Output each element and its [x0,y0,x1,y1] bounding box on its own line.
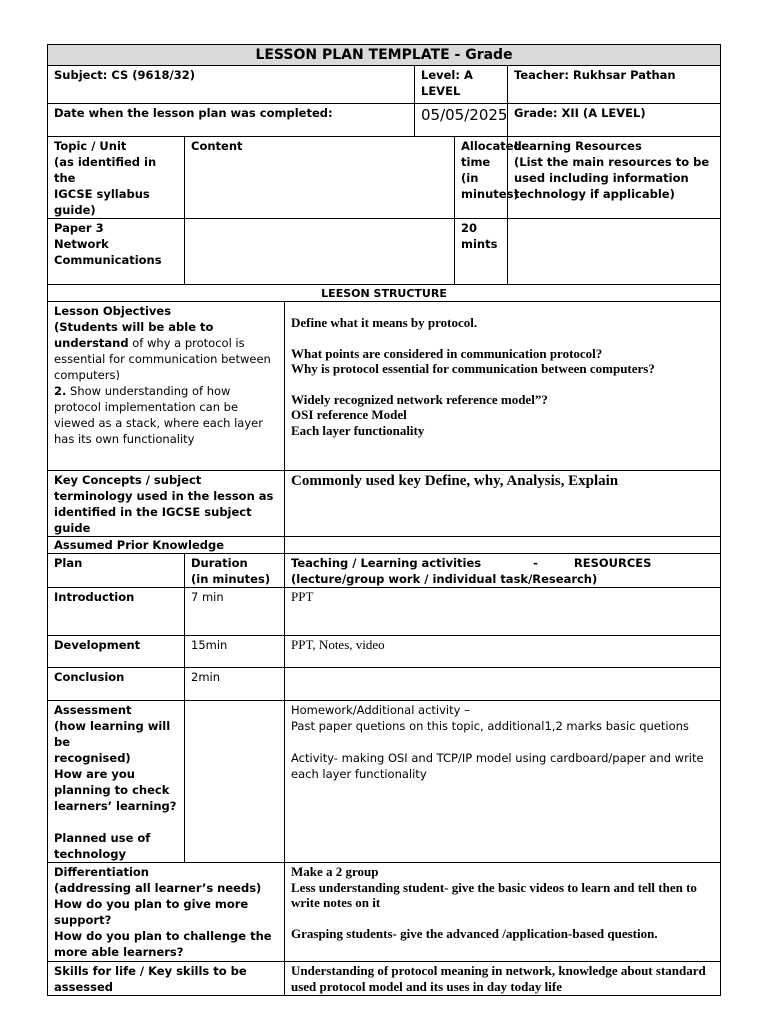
differentiation-line: Grasping students- give the advanced /application-based question. [291,925,658,941]
resources-header-line: Learning Resources [514,139,642,153]
plan-row-duration: 15min [185,636,285,668]
time-header [455,137,522,219]
objective-line: Widely recognized network reference model”? [291,391,548,407]
activities-header [285,554,721,588]
lesson-plan-document [47,44,720,996]
resources-header-line: technology if applicable) [514,187,675,201]
topic-header [48,137,185,219]
resources-header-line: (List the main resources to be [514,155,710,169]
duration-header [185,554,285,588]
activities-header-dash: - [533,556,538,570]
activities-header-text: Teaching / Learning activities [291,556,482,570]
assessment-label-line: How are you [54,767,135,781]
level-field: Level: A LEVEL [415,66,508,104]
objective-line: What points are considered in communication protocol? [291,345,603,361]
assessment-label-line: planning to check [54,783,170,797]
topic-value-line: Communications [54,253,162,267]
differentiation-label-line: How do you plan to challenge the [54,929,272,943]
differentiation-label-line: (addressing all learner’s needs) [54,881,262,895]
objective-line: Each layer functionality [291,422,425,438]
assessment-line: Past paper quetions on this topic, additional1,2 marks basic quetions [291,719,689,733]
objectives-label-number: 2. [54,384,67,398]
differentiation-spacer [291,911,714,926]
objective-line: Why is protocol essential for communication between computers? [291,361,655,376]
activities-header-subtext: (lecture/group work / individual task/Research) [291,572,598,586]
resources-value [508,219,721,285]
resources-header [508,137,721,219]
skills-value: Understanding of protocol meaning in network, knowledge about standard used protocol model and its uses in day today life [285,962,721,996]
objectives-label-text: Show understanding of how protocol implementation can be viewed as a stack, where each layer has its own functionality [54,384,263,446]
assessment-line: Activity- making OSI and TCP/IP model using cardboard/paper and write each layer functionality [291,751,704,781]
skills-label: Skills for life / Key skills to be assessed [48,962,285,996]
key-concepts-value: Commonly used key Define, why, Analysis, Explain [285,471,721,537]
assessment-spacer [291,734,714,750]
assessment-label-line: Planned use of [54,831,151,845]
plan-row-label: Introduction [48,588,185,636]
resources-header-line: used including information [514,171,689,185]
objectives-value [285,302,721,471]
time-header-line: Allocated [461,139,522,153]
plan-row-label: Conclusion [48,668,185,701]
assessment-duration [185,701,285,863]
document-title: LESSON PLAN TEMPLATE - Grade [48,45,721,66]
assessment-value [285,701,721,863]
objective-line: Define what it means by protocol. [291,315,478,330]
objective-spacer [291,377,714,392]
topic-header-line: IGCSE syllabus guide) [54,187,150,217]
assessment-label-line: Assessment [54,703,132,717]
structure-title: LEESON STRUCTURE [48,285,721,302]
time-value: 20 mints [455,219,508,285]
activities-header-resources: RESOURCES [573,556,652,570]
differentiation-value [285,863,721,962]
differentiation-label-line: support? [54,913,112,927]
topic-value-line: Network [54,237,109,251]
grade-field: Grade: XII (A LEVEL) [508,104,721,137]
objectives-label-bold-2: (Students will be able to understand [54,320,214,350]
date-value: 05/05/2025 [415,104,508,137]
key-concepts-label: Key Concepts / subject terminology used in the lesson as identified in the IGCSE subject guide [48,471,285,537]
assessment-line: Homework/Additional activity – [291,703,470,717]
plan-row-duration: 7 min [185,588,285,636]
duration-header-line: (in minutes) [191,572,271,586]
subject-field: Subject: CS (9618/32) [48,66,415,104]
plan-row-activity: PPT [285,588,721,636]
objective-line: OSI reference Model [291,407,407,422]
topic-header-line: Topic / Unit [54,139,127,153]
differentiation-label-line: more able learners? [54,945,184,959]
differentiation-label-line: Differentiation [54,865,149,879]
content-value [185,219,455,285]
plan-row-activity [285,668,721,701]
objectives-label-text: of why a protocol is essential for communication between computers) [54,336,271,382]
objectives-label-bold: Lesson Objectives [54,304,172,318]
assessment-label-line: learners’ learning? [54,799,177,813]
topic-value [48,219,185,285]
differentiation-line: Less understanding student- give the basic videos to learn and tell then to write notes on it [291,879,697,910]
assessment-label-line: recognised) [54,751,131,765]
topic-header-line: (as identified in the [54,155,157,185]
prior-knowledge-label: Assumed Prior Knowledge [48,537,285,554]
duration-header-line: Duration [191,556,248,570]
assessment-label [48,701,185,863]
teacher-field: Teacher: Rukhsar Pathan [508,66,721,104]
plan-row-label: Development [48,636,185,668]
differentiation-label [48,863,285,962]
objectives-label [48,302,285,471]
date-label: Date when the lesson plan was completed: [48,104,415,137]
plan-header: Plan [48,554,185,588]
prior-knowledge-value [285,537,721,554]
time-header-line: (in minutes) [461,171,519,201]
time-header-line: time [461,155,491,169]
assessment-label-line: technology [54,847,126,861]
topic-value-line: Paper 3 [54,221,104,235]
plan-row-activity: PPT, Notes, video [285,636,721,668]
plan-row-duration: 2min [185,668,285,701]
differentiation-label-line: How do you plan to give more [54,897,249,911]
assessment-spacer [54,814,178,830]
lesson-plan-table [47,44,721,996]
content-header: Content [185,137,455,219]
differentiation-line: Make a 2 group [291,864,379,879]
assessment-label-line: (how learning will be [54,719,171,749]
objective-spacer [291,331,714,346]
